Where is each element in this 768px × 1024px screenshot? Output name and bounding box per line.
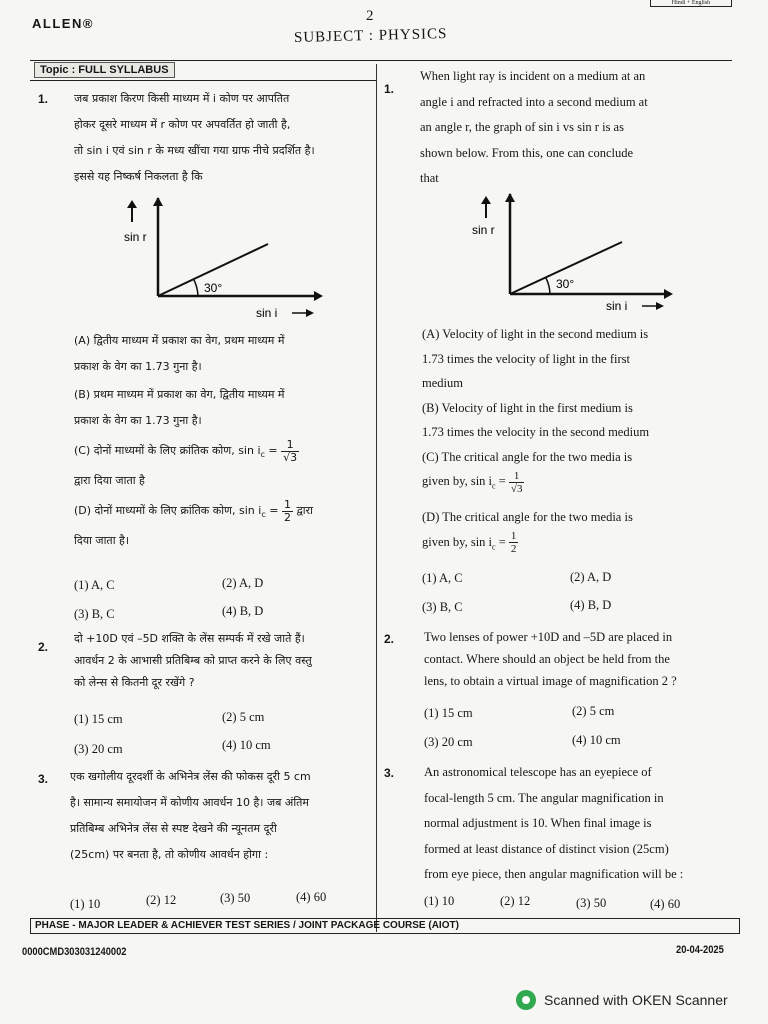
text-line: होकर दूसरे माध्यम में r कोण पर अपवर्तित हो जाती है, <box>74 118 291 131</box>
y-axis-label: sin r <box>472 223 495 237</box>
x-axis-label: sin i <box>606 299 628 313</box>
footer-date: 20-04-2025 <box>676 944 724 956</box>
question-number: 2. <box>38 640 49 654</box>
right-arrowhead-icon <box>306 309 314 317</box>
option-4[interactable]: (4) 60 <box>650 897 681 911</box>
question-text-hindi: एक खगोलीय दूरदर्शी के अभिनेत्र लेंस की फोकस दूरी 5 cm है। सामान्य समायोजन में कोणीय आवर्धन 10 है। जब अंतिम प्रतिबिम्ब अभिनेत्र लेंस से स्पष्ट देखने की न्यूनतम दूरी (25cm) पर बनता है, तो कोणीय आवर्धन होगा : <box>70 770 311 861</box>
option-1[interactable]: (1) 15 cm <box>74 712 123 726</box>
statement-a: (A) Velocity of light in the second medium is 1.73 times the velocity of light in the first medium <box>422 327 649 390</box>
question-text-english: Two lenses of power +10D and –5D are placed in contact. Where should an object be held from the lens, to obtain a virtual image of magnification 2 ? <box>424 630 677 688</box>
y-axis-label: sin r <box>124 230 147 244</box>
option-4[interactable]: (4) 60 <box>296 890 327 904</box>
angle-arc <box>546 278 550 294</box>
option-3[interactable]: (3) B, C <box>422 600 463 614</box>
up-arrowhead-icon <box>481 196 491 204</box>
option-2[interactable]: (2) A, D <box>570 570 612 584</box>
question-text-english: When light ray is incident on a medium at an angle i and refracted into a second medium at an angle r, the graph of sin i vs sin r is as shown below. From this, one can conclude that <box>420 69 648 185</box>
y-axis-arrowhead <box>505 193 515 202</box>
angle-label: 30° <box>204 281 223 295</box>
text-line: इससे यह निष्कर्ष निकलता है कि <box>74 170 203 183</box>
text-line: तो sin i एवं sin r के मध्य खींचा गया ग्राफ नीचे प्रदर्शित है। <box>74 144 315 157</box>
option-3[interactable]: (3) B, C <box>74 607 115 621</box>
statement-c: (C) The critical angle for the two media is given by, $\sin i_c$ = $\frac{1}{√3}$ <box>422 449 633 495</box>
question-number: 1. <box>384 82 395 96</box>
header-divider <box>30 60 732 61</box>
statement-b: (B) प्रथम माध्यम में प्रकाश का वेग, द्वितीय माध्यम में प्रकाश के वेग का 1.73 गुना है। <box>74 388 285 427</box>
y-axis-arrowhead <box>153 197 163 206</box>
statement-d: (D) The critical angle for the two media is given by, $\sin i_c$ = $\frac{1}{2}$ <box>422 510 633 556</box>
statement-c: (C) दोनों माध्यमों के लिए क्रांतिक कोण, $\sin i_c$ = $\frac{1}{√3}$ द्वारा दिया जाता है <box>74 437 298 488</box>
up-arrowhead-icon <box>127 200 137 208</box>
footer-phase: PHASE - MAJOR LEADER & ACHIEVER TEST SERIES / JOINT PACKAGE COURSE (AIOT) <box>30 918 740 934</box>
x-axis-arrowhead <box>314 291 323 301</box>
option-2[interactable]: (2) 5 cm <box>222 710 265 724</box>
option-4[interactable]: (4) 10 cm <box>222 738 271 752</box>
question-number: 3. <box>38 772 49 786</box>
x-axis-label: sin i <box>256 306 278 320</box>
option-3[interactable]: (3) 50 <box>576 896 607 910</box>
statement-d: (D) दोनों माध्यमों के लिए क्रांतिक कोण, $\sin i_c$ = $\frac{1}{2}$ द्वारा दिया जाता है। <box>74 497 313 548</box>
right-arrowhead-icon <box>656 302 664 310</box>
question-text-english: An astronomical telescope has an eyepiece of focal-length 5 cm. The angular magnification in normal adjustment is 10. When final image is formed at least distance of distinct vision (25cm) from eye piece, then angular magnification will be : <box>424 765 684 881</box>
option-1[interactable]: (1) 10 <box>70 897 101 911</box>
topic-label: Topic : FULL SYLLABUS <box>34 62 175 78</box>
statements-hindi <box>74 328 370 554</box>
text-line: जब प्रकाश किरण किसी माध्यम में i कोण पर आपतित <box>74 92 290 105</box>
question-text-hindi: दो +10D एवं –5D शक्ति के लेंस सम्पर्क में रखे जाते हैं। आवर्धन 2 के आभासी प्रतिबिम्ब को प्राप्त करने के लिए वस्तु को लेन्स से कितनी दूर रखेंगे ? <box>74 632 312 689</box>
option-3[interactable]: (3) 20 cm <box>74 742 123 756</box>
option-2[interactable]: (2) 12 <box>500 894 531 908</box>
x-axis-arrowhead <box>664 289 673 299</box>
scanner-watermark <box>516 990 728 1010</box>
footer-code: 0000CMD303031240002 <box>22 946 127 958</box>
question-text-hindi <box>74 86 370 190</box>
fraction: $\frac{1}{√3}$ <box>283 437 298 464</box>
fraction: $\frac{1}{2}$ <box>510 530 517 556</box>
page-number: 2 <box>366 8 374 24</box>
sin-graph-english <box>470 192 690 322</box>
question-number: 1. <box>38 92 49 106</box>
subject-title: SUBJECT : PHYSICS <box>293 25 448 47</box>
option-1[interactable]: (1) A, C <box>74 578 115 592</box>
corner-language-label: Hindi + English <box>650 0 732 7</box>
option-4[interactable]: (4) B, D <box>570 598 612 612</box>
sin-graph-hindi <box>120 196 340 326</box>
column-divider <box>376 64 377 932</box>
fraction: $\frac{1}{2}$ <box>283 497 291 524</box>
statements-english <box>422 322 738 560</box>
scanner-text: Scanned with OKEN Scanner <box>544 992 728 1008</box>
option-3[interactable]: (3) 50 <box>220 891 251 905</box>
angle-arc <box>194 280 198 296</box>
option-1[interactable]: (1) 15 cm <box>424 706 473 720</box>
option-3[interactable]: (3) 20 cm <box>424 735 473 749</box>
allen-logo: ALLEN® <box>32 16 94 31</box>
option-1[interactable]: (1) 10 <box>424 894 455 908</box>
option-2[interactable]: (2) A, D <box>222 576 264 590</box>
question-number: 2. <box>384 632 395 646</box>
fraction: $\frac{1}{√3}$ <box>510 469 523 495</box>
question-number: 3. <box>384 766 395 780</box>
option-4[interactable]: (4) 10 cm <box>572 733 621 747</box>
angle-label: 30° <box>556 277 575 291</box>
topic-divider <box>30 80 376 81</box>
option-2[interactable]: (2) 5 cm <box>572 704 615 718</box>
option-1[interactable]: (1) A, C <box>422 571 463 585</box>
statement-b: (B) Velocity of light in the first medium is 1.73 times the velocity in the second medium <box>422 400 650 439</box>
option-4[interactable]: (4) B, D <box>222 604 264 618</box>
scanner-logo-icon <box>516 990 536 1010</box>
statement-a: (A) द्वितीय माध्यम में प्रकाश का वेग, प्रथम माध्यम में प्रकाश के वेग का 1.73 गुना है। <box>74 334 285 373</box>
option-2[interactable]: (2) 12 <box>146 893 177 907</box>
